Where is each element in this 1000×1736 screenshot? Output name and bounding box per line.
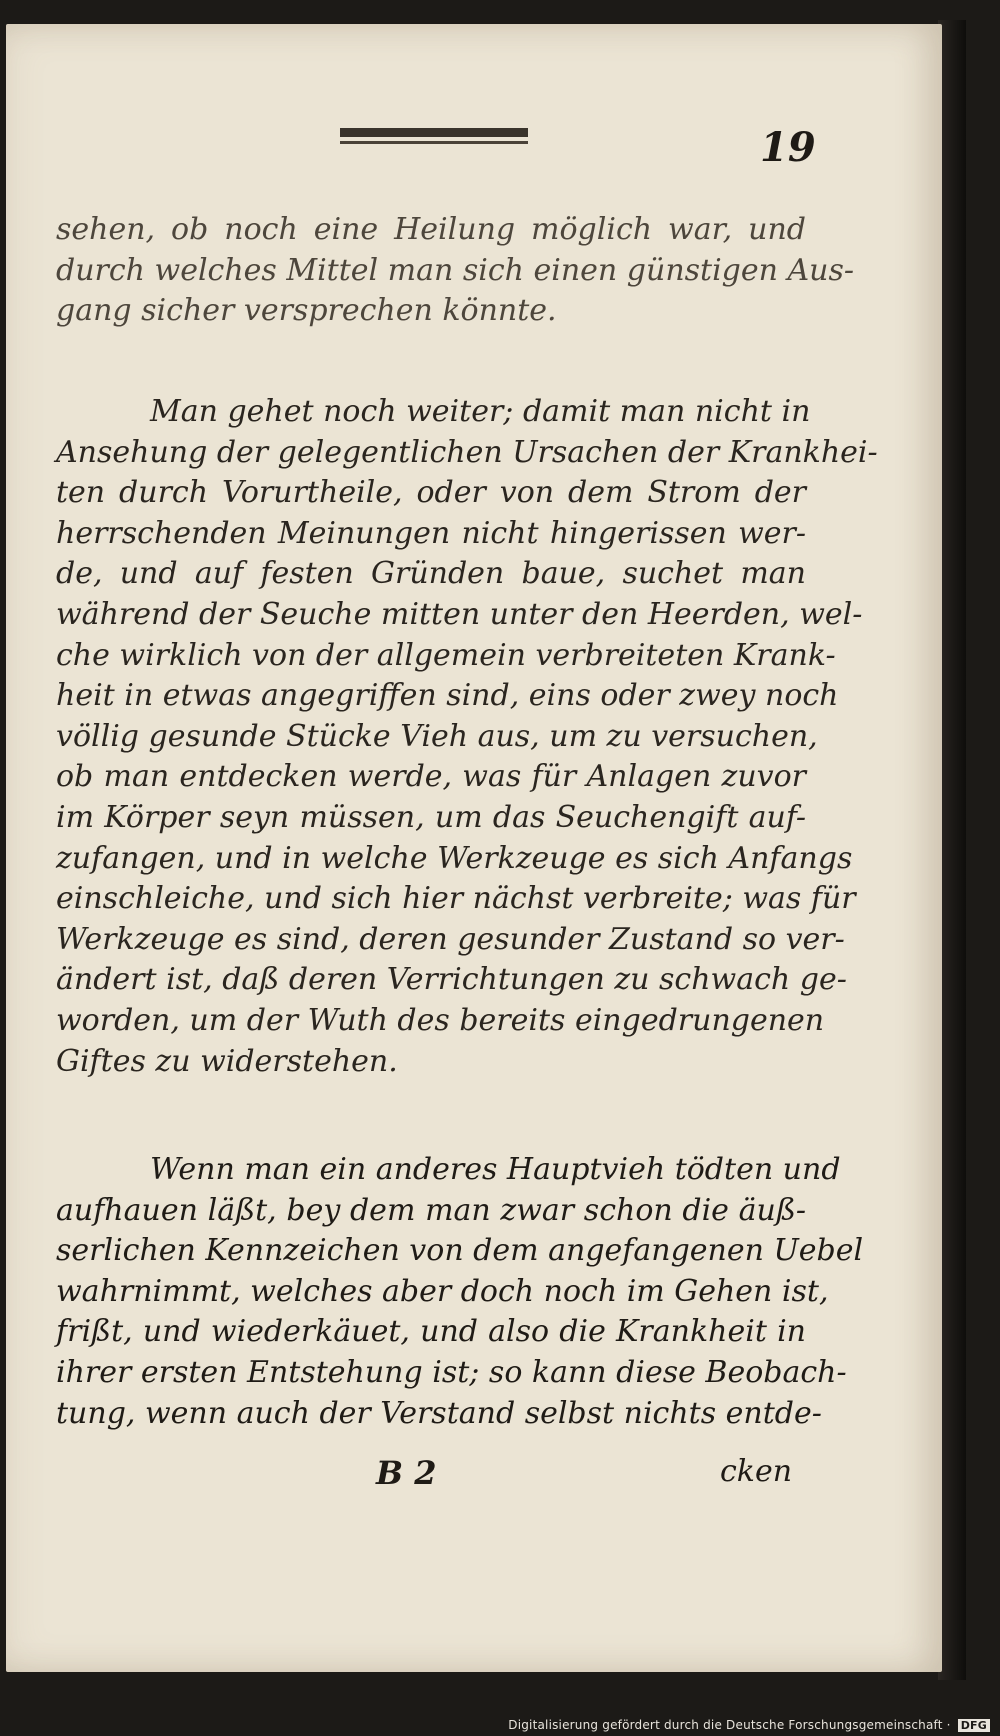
text-line: Werkzeuge es sind, deren gesunder Zustand so ver- xyxy=(56,921,845,957)
text-line: völlig gesunde Stücke Vieh aus, um zu versuchen, xyxy=(56,718,818,754)
dfg-logo: DFG xyxy=(958,1719,990,1732)
text-line: im Körper seyn müssen, um das Seuchengift auf- xyxy=(56,799,806,835)
text-line: zufangen, und in welche Werkzeuge es sich Anfangs xyxy=(56,840,853,876)
text-line: che wirklich von der allgemein verbreiteten Krank- xyxy=(56,637,836,673)
page-number: 19 xyxy=(760,124,816,171)
text-line: ändert ist, daß deren Verrichtungen zu schwach ge- xyxy=(56,962,847,998)
signature-mark: B 2 xyxy=(376,1454,437,1492)
paragraph-1 xyxy=(56,210,855,332)
paragraph-2 xyxy=(56,392,878,1082)
text-line: herrschenden Meinungen nicht hingerissen wer- xyxy=(56,515,806,551)
text-line: worden, um der Wuth des bereits eingedrungenen xyxy=(56,1002,825,1038)
text-line: ihrer ersten Entstehung ist; so kann diese Beobach- xyxy=(56,1354,847,1390)
text-line: sehen, ob noch eine Heilung möglich war, und xyxy=(56,212,806,247)
book-edge xyxy=(938,20,966,1680)
text-line: de, und auf festen Gründen baue, suchet man xyxy=(56,556,806,592)
text-line: während der Seuche mitten unter den Heerden, wel- xyxy=(56,596,863,632)
text-line: ten durch Vorurtheile, oder von dem Strom der xyxy=(56,475,806,511)
paragraph-3 xyxy=(56,1150,864,1434)
text-line: Ansehung der gelegentlichen Ursachen der Krankhei- xyxy=(56,434,878,470)
text-line: einschleiche, und sich hier nächst verbreite; was für xyxy=(56,881,856,917)
text-line: aufhauen läßt, bey dem man zwar schon die äuß- xyxy=(56,1192,806,1228)
footer-text: Digitalisierung gefördert durch die Deutsche Forschungsgemeinschaft xyxy=(508,1718,943,1732)
text-line: ob man entdecken werde, was für Anlagen zuvor xyxy=(56,759,806,795)
text-line: wahrnimmt, welches aber doch noch im Gehen ist, xyxy=(56,1273,829,1309)
digitization-footer: Digitalisierung gefördert durch die Deutsche Forschungsgemeinschaft · DFG xyxy=(508,1718,990,1732)
text-line: frißt, und wiederkäuet, und also die Krankheit in xyxy=(56,1314,806,1350)
ornament-rule xyxy=(340,141,528,144)
text-line: Giftes zu widerstehen. xyxy=(56,1043,398,1079)
text-line: Wenn man ein anderes Hauptvieh tödten und xyxy=(150,1152,841,1187)
ornament-bar xyxy=(340,128,528,137)
header-ornament xyxy=(340,128,528,150)
text-line: durch welches Mittel man sich einen günstigen Aus- xyxy=(56,252,855,288)
text-line: serlichen Kennzeichen von dem angefangenen Uebel xyxy=(56,1233,864,1269)
text-line: Man gehet noch weiter; damit man nicht in xyxy=(150,394,811,429)
text-line: heit in etwas angegriffen sind, eins oder zwey noch xyxy=(56,678,839,714)
text-line: tung, wenn auch der Verstand selbst nichts entde- xyxy=(56,1395,822,1431)
text-line: gang sicher versprechen könnte. xyxy=(56,293,557,329)
catchword: cken xyxy=(720,1454,793,1489)
